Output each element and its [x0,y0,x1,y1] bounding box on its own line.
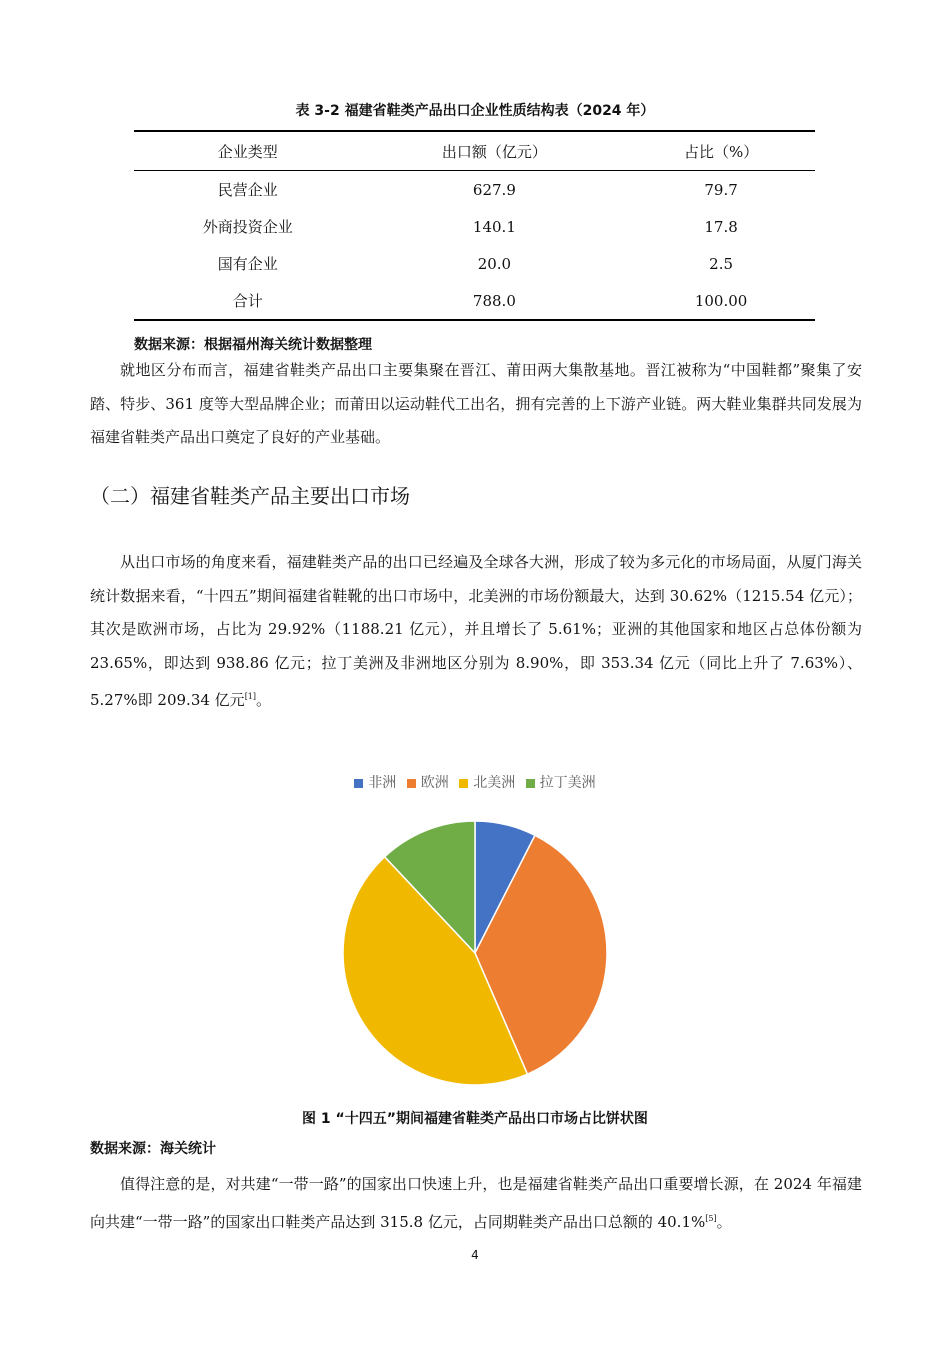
table-cell: 民营企业 [217,181,278,199]
section-heading: （二）福建省鞋类产品主要出口市场 [90,484,410,508]
paragraph-markets-text: 从出口市场的角度来看，福建鞋类产品的出口已经遍及全球各大洲，形成了较为多元化的市场局面，从厦门海关统计数据来看，“十四五”期间福建省鞋靴的出口市场中，北美洲的市场份额最大，达到 30.62%（1215.54 亿元）；其次是欧洲市场，占比为 29.92%（1188.21 亿元），并且增长了 5.61%；亚洲的其他国家和地区占总体份额为 23.65%，即达到 938.86 亿元；拉丁美洲及非洲地区分别为 8.90%，即 353.34 亿元（同比上升了 7.63%）、5.27%即 209.34 亿元 [90,553,862,710]
paragraph-markets [90,546,862,718]
table-header-type: 企业类型 [134,131,362,171]
table-cell: 79.7 [704,180,738,199]
legend-item [459,772,515,792]
page-number: 4 [471,1248,479,1262]
table-caption: 表 3-2 福建省鞋类产品出口企业性质结构表（2024 年） [295,103,655,119]
table-cell: 627.9 [472,180,516,199]
table-row [134,245,815,282]
table-cell: 国有企业 [217,255,278,273]
export-structure-table [134,130,815,321]
paragraph-markets-end: 。 [256,691,272,710]
chart-legend [0,772,950,792]
citation-ref: [5] [705,1213,717,1223]
legend-item [407,772,449,792]
legend-swatch [526,779,535,788]
table-row [134,208,815,245]
pie-chart [330,808,620,1098]
figure-caption: 图 1 “十四五”期间福建省鞋类产品出口市场占比饼状图 [302,1111,648,1127]
legend-swatch [407,779,416,788]
table-header-share: 占比（%） [627,131,815,171]
legend-label: 拉丁美洲 [539,775,596,791]
legend-label: 北美洲 [473,775,516,791]
paragraph-belt-road [90,1168,862,1239]
table-header-amount: 出口额（亿元） [362,131,628,171]
legend-swatch [459,779,468,788]
table-cell: 17.8 [704,217,738,236]
table-cell: 100.00 [627,282,815,320]
table-cell: 140.1 [472,217,516,236]
paragraph-region: 就地区分布而言，福建省鞋类产品出口主要集聚在晋江、莆田两大集散基地。晋江被称为“中国鞋都”聚集了安踏、特步、361 度等大型品牌企业；而莆田以运动鞋代工出名，拥有完善的上下游产业链。两大鞋业集群共同发展为福建省鞋类产品出口奠定了良好的产业基础。 [90,361,862,447]
legend-item [526,772,596,792]
citation-ref: [1] [244,692,257,702]
paragraph-belt-road-end: 。 [716,1212,732,1231]
table-cell: 合计 [134,282,362,320]
legend-label: 欧洲 [420,775,449,791]
table-cell: 外商投资企业 [202,218,293,236]
table-cell: 20.0 [477,254,512,273]
table-cell: 2.5 [709,254,734,273]
table-row [134,171,815,209]
legend-item [354,772,396,792]
table-source-note: 数据来源：根据福州海关统计数据整理 [134,337,372,353]
paragraph-belt-road-text: 值得注意的是，对共建“一带一路”的国家出口快速上升，也是福建省鞋类产品出口重要增长源，在 2024 年福建向共建“一带一路”的国家出口鞋类产品达到 315.8 亿元，占同期鞋类产品出口总额的 40.1% [90,1175,862,1231]
legend-swatch [354,779,363,788]
table-cell: 788.0 [362,282,628,320]
figure-source-note: 数据来源：海关统计 [90,1141,216,1157]
table-row [134,282,815,320]
legend-label: 非洲 [368,775,397,791]
